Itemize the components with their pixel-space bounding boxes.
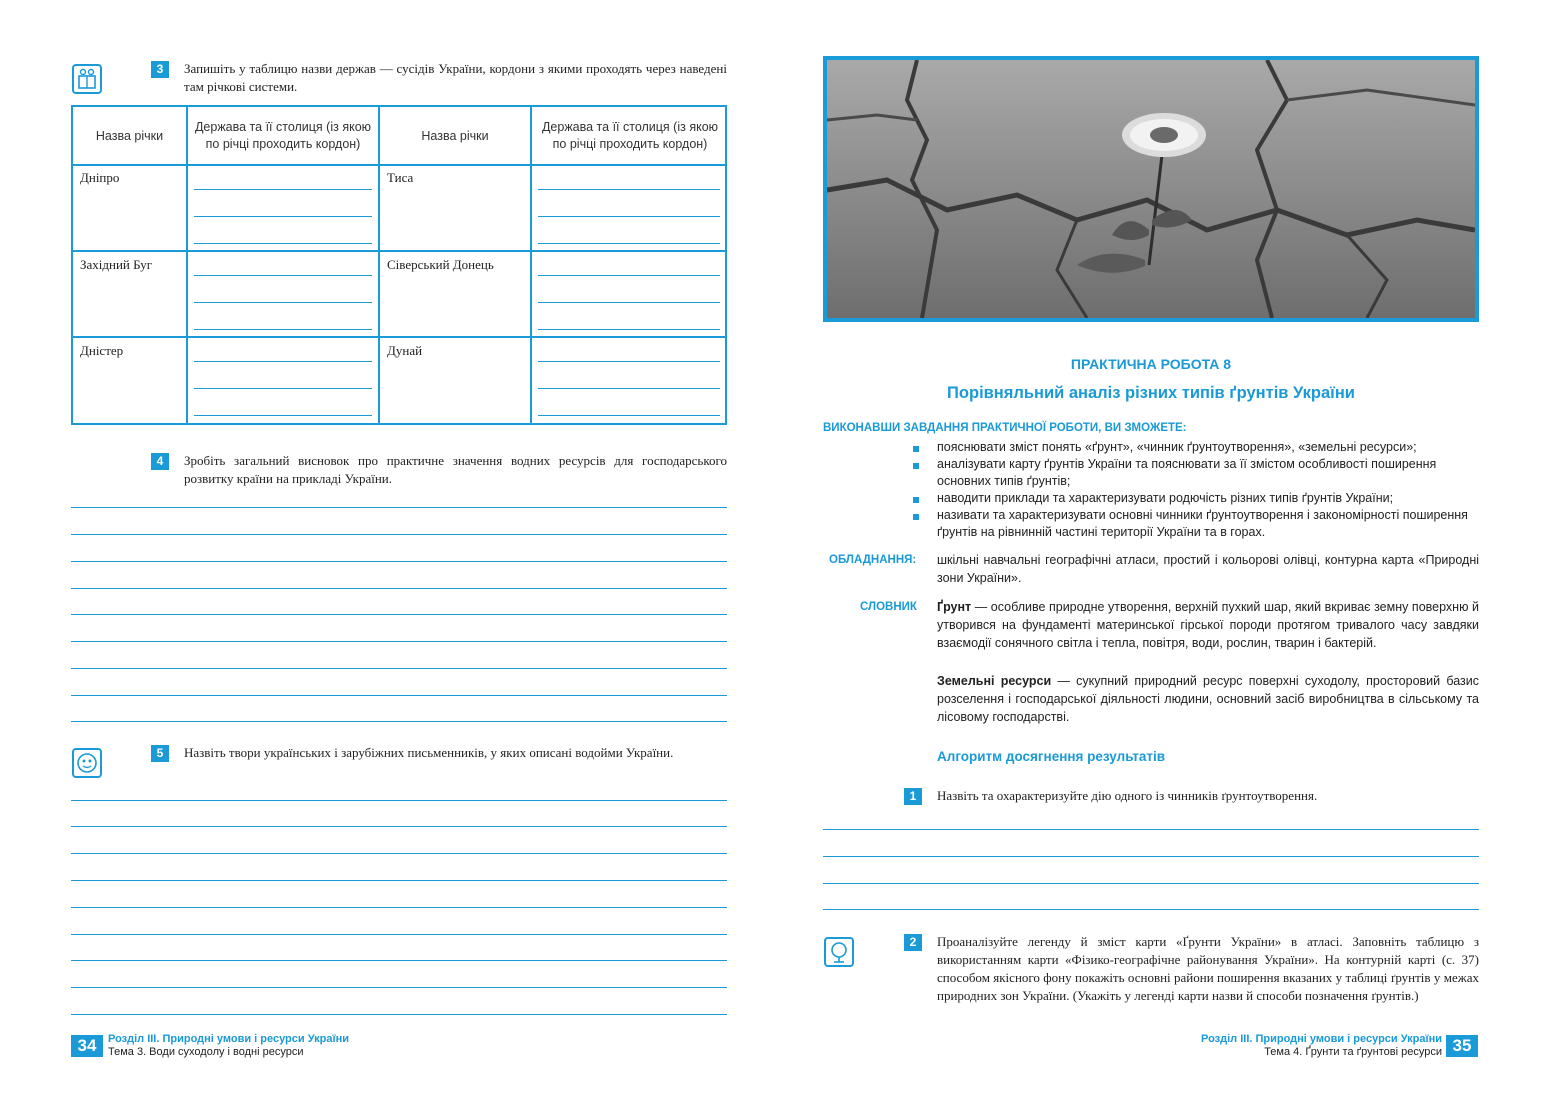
task-text: Зробіть загальний висновок про практичне значення водних ресурсів для господарського розвитку країни на прикладі України. <box>184 453 727 486</box>
footer-topic: Тема 4. Ґрунти та ґрунтові ресурси <box>1264 1046 1442 1058</box>
task-text: Назвіть та охарактеризуйте дію одного із чинників ґрунтоутворення. <box>937 788 1318 803</box>
answer-line[interactable] <box>71 561 727 562</box>
answer-line[interactable] <box>538 329 720 330</box>
equipment-text: шкільні навчальні географічні атласи, простий і кольорові олівці, контурна карта «Природні зони України». <box>937 553 1479 585</box>
goal-item: пояснювати зміст понять «ґрунт», «чинник ґрунтоутворення», «земельні ресурси»; <box>937 440 1417 454</box>
answer-line[interactable] <box>71 721 727 722</box>
answer-line[interactable] <box>71 800 727 801</box>
river-name: Дніпро <box>80 170 120 185</box>
answer-line[interactable] <box>71 668 727 669</box>
term-name: Земельні ресурси <box>937 674 1052 688</box>
answer-line[interactable] <box>194 216 372 217</box>
answer-line[interactable] <box>71 960 727 961</box>
river-name: Дністер <box>80 343 124 358</box>
table-header: Назва річки <box>421 128 489 143</box>
task-number: 3 <box>151 61 169 78</box>
goals-label: ВИКОНАВШИ ЗАВДАННЯ ПРАКТИЧНОЇ РОБОТИ, ВИ ЗМОЖЕТЕ: <box>823 422 1187 434</box>
term-land-resources <box>937 672 1479 726</box>
answer-line[interactable] <box>538 216 720 217</box>
answer-line[interactable] <box>71 826 727 827</box>
answer-line[interactable] <box>538 302 720 303</box>
answer-line[interactable] <box>823 909 1479 910</box>
dictionary-label: СЛОВНИК <box>860 601 917 613</box>
task-number: 5 <box>151 745 169 762</box>
rivers-table <box>71 105 727 425</box>
river-name: Дунай <box>387 343 423 358</box>
river-name: Західний Буг <box>80 257 153 272</box>
answer-line[interactable] <box>71 987 727 988</box>
answer-line[interactable] <box>194 189 372 190</box>
bullet-icon <box>913 497 919 503</box>
group-work-icon <box>72 64 102 94</box>
atlas-map-icon <box>824 937 854 967</box>
answer-line[interactable] <box>194 243 372 244</box>
answer-line[interactable] <box>538 388 720 389</box>
goal-item: наводити приклади та характеризувати родючість різних типів ґрунтів України; <box>937 491 1394 505</box>
answer-line[interactable] <box>823 856 1479 857</box>
bullet-icon <box>913 446 919 452</box>
bullet-icon <box>913 514 919 520</box>
answer-line[interactable] <box>194 361 372 362</box>
goal-item: називати та характеризувати основні чинники ґрунтоутворення і закономірності поширення ґрунтів на рівнинній частині території України та в горах. <box>937 508 1468 539</box>
footer-section: Розділ ІІІ. Природні умови і ресурси України <box>1201 1033 1442 1045</box>
answer-line[interactable] <box>71 588 727 589</box>
task-text: Запишіть у таблицю назви держав — сусідів України, кордони з якими проходять через наведені там річкові системи. <box>184 61 727 94</box>
term-definition: — особливе природне утворення, верхній пухкий шар, який вкриває земну поверхню й утворився на фундаменті материнської гірської породи протягом тривалого часу завдяки взаємодії сонячного світла і тепла, повітря, води, рослин, тварин і бактерій. <box>937 600 1479 650</box>
answer-line[interactable] <box>71 1014 727 1015</box>
answer-line[interactable] <box>71 507 727 508</box>
answer-line[interactable] <box>538 189 720 190</box>
answer-line[interactable] <box>538 243 720 244</box>
footer-section: Розділ ІІІ. Природні умови і ресурси України <box>108 1033 349 1045</box>
answer-line[interactable] <box>71 641 727 642</box>
answer-line[interactable] <box>194 329 372 330</box>
answer-line[interactable] <box>194 302 372 303</box>
term-definition: — сукупний природний ресурс поверхні суходолу, просторовий базис розселення і господарської діяльності людини, основний засіб виробництва в сільському та лісовому господарстві. <box>937 674 1480 724</box>
term-soil <box>937 598 1479 652</box>
answer-line[interactable] <box>71 907 727 908</box>
answer-line[interactable] <box>71 695 727 696</box>
task-number: 2 <box>904 934 922 951</box>
answer-line[interactable] <box>194 415 372 416</box>
river-name: Тиса <box>387 170 414 185</box>
creative-thinking-icon <box>72 748 102 778</box>
answer-line[interactable] <box>538 361 720 362</box>
answer-line[interactable] <box>823 829 1479 830</box>
answer-line[interactable] <box>71 934 727 935</box>
answer-line[interactable] <box>71 614 727 615</box>
answer-line[interactable] <box>823 883 1479 884</box>
task-number: 4 <box>151 453 169 470</box>
algorithm-title: Алгоритм досягнення результатів <box>937 749 1166 764</box>
river-name: Сіверський Донець <box>387 257 494 272</box>
bullet-icon <box>913 463 919 469</box>
answer-line[interactable] <box>71 880 727 881</box>
task-text: Проаналізуйте легенду й зміст карти «Ґрунти України» в атласі. Заповніть таблицю з використанням карти «Фізико-географічне районування України». На контурній карті (с. 37) способом якісного фону покажіть основні райони поширення вказаних у таблиці ґрунтів у межах природних зон України. (Укажіть у легенді карти назви й способи позначення ґрунтів.) <box>937 934 1479 1003</box>
answer-line[interactable] <box>538 415 720 416</box>
table-header: Назва річки <box>95 128 164 143</box>
dry-soil-flower-photo <box>823 56 1479 322</box>
footer-topic: Тема 3. Води суходолу і водні ресурси <box>108 1046 304 1058</box>
page-number: 35 <box>1446 1035 1478 1057</box>
task-text: Назвіть твори українських і зарубіжних письменників, у яких описані водойми України. <box>184 745 674 760</box>
equipment-label: ОБЛАДНАННЯ: <box>829 554 917 566</box>
goal-item: аналізувати карту ґрунтів України та пояснювати за її змістом особливості поширення основних типів ґрунтів; <box>937 457 1437 488</box>
answer-line[interactable] <box>71 534 727 535</box>
table-header: Держава та її столиця (із якою по річці проходить кордон) <box>541 120 719 151</box>
answer-line[interactable] <box>194 275 372 276</box>
page-number: 34 <box>71 1035 103 1057</box>
term-name: Ґрунт <box>937 600 972 614</box>
answer-line[interactable] <box>71 853 727 854</box>
table-header: Держава та її столиця (із якою по річці проходить кордон) <box>194 120 372 151</box>
answer-line[interactable] <box>538 275 720 276</box>
practical-work-heading: ПРАКТИЧНА РОБОТА 8 <box>1070 356 1232 372</box>
task-number: 1 <box>904 788 922 805</box>
answer-line[interactable] <box>194 388 372 389</box>
page-title: Порівняльний аналіз різних типів ґрунтів України <box>947 384 1355 402</box>
